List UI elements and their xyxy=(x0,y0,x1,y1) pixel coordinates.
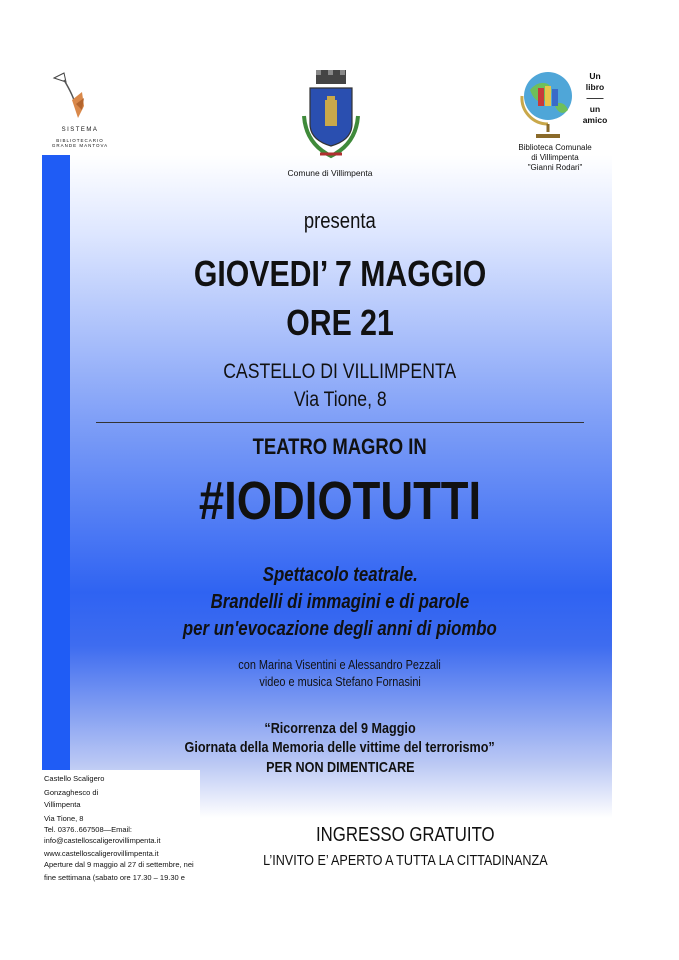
free-entry: INGRESSO GRATUITO xyxy=(315,824,495,846)
globe-books-icon xyxy=(516,66,578,140)
info-line: Castello Scaligero xyxy=(44,774,105,783)
subtitle-line-2: Brandelli di immagini e di parole xyxy=(210,591,470,613)
event-venue: CASTELLO DI VILLIMPENTA xyxy=(223,360,457,383)
sistema-bibliotecario-logo xyxy=(48,70,103,125)
invitation-note: L’INVITO E’ APERTO A TUTTA LA CITTADINANZA xyxy=(262,852,548,869)
memorial-quote-1: “Ricorrenza del 9 Maggio xyxy=(264,720,416,737)
info-line: Aperture dal 9 maggio al 27 di settembre, nei xyxy=(44,860,194,869)
event-date: GIOVEDI’ 7 MAGGIO xyxy=(193,253,487,294)
cast-credit: con Marina Visentini e Alessandro Pezzali xyxy=(238,657,442,672)
biblioteca-caption: Biblioteca Comunale di Villimpenta "Gianni Rodari" xyxy=(518,143,592,172)
music-credit: video e musica Stefano Fornasini xyxy=(259,674,421,689)
info-line: Via Tione, 8 xyxy=(44,814,84,823)
subtitle-line-1: Spettacolo teatrale. xyxy=(262,564,418,586)
info-line: info@castelloscaligerovillimpenta.it xyxy=(44,836,161,845)
info-line: fine settimana (sabato ore 17.30 – 19.30 e xyxy=(44,873,185,882)
memorial-quote-2: Giornata della Memoria delle vittime del terrorismo” xyxy=(184,739,496,756)
info-line: www.castelloscaligerovillimpenta.it xyxy=(44,849,159,858)
info-line: Tel. 0376..667508—Email: xyxy=(44,825,132,834)
comune-caption: Comune di Villimpenta xyxy=(287,168,373,178)
presenta-text: presenta xyxy=(304,208,376,233)
memorial-quote-3: PER NON DIMENTICARE xyxy=(265,759,415,776)
comune-coat-of-arms-icon xyxy=(298,66,364,166)
divider-line xyxy=(96,422,584,423)
sistema-logo-sub: BIBLIOTECARIO GRANDE MANTOVA xyxy=(51,138,109,148)
theatre-company: TEATRO MAGRO IN xyxy=(252,434,428,459)
info-line: Gonzaghesco di xyxy=(44,788,99,797)
subtitle-line-3: per un'evocazione degli anni di piombo xyxy=(183,618,497,640)
sistema-logo-name: SISTEMA xyxy=(61,127,99,133)
show-title: #IODIOTUTTI xyxy=(198,471,482,531)
biblioteca-motto: Un libro —— un amico xyxy=(582,71,608,125)
blue-side-bar xyxy=(42,155,70,770)
event-time: ORE 21 xyxy=(286,302,394,343)
info-line: Villimpenta xyxy=(44,800,81,809)
event-address: Via Tione, 8 xyxy=(293,388,387,411)
